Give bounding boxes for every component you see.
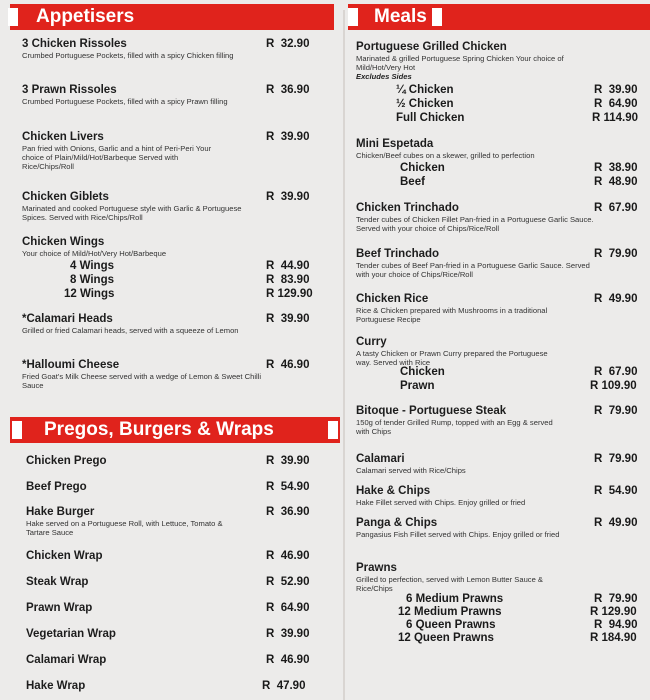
menu-item[interactable] bbox=[356, 517, 606, 539]
item-price: R 54.90 bbox=[266, 481, 310, 493]
wings-option[interactable]: 4 Wings bbox=[70, 260, 114, 272]
item-name: Panga & Chips bbox=[356, 517, 438, 529]
item-name: Chicken Livers bbox=[22, 131, 104, 143]
menu-item[interactable] bbox=[22, 313, 272, 335]
item-price: R 64.90 bbox=[266, 602, 310, 614]
menu-item[interactable] bbox=[356, 202, 606, 233]
espetada-option-price: R 48.90 bbox=[594, 176, 638, 188]
curry-option[interactable]: Prawn bbox=[400, 380, 435, 392]
menu-item[interactable] bbox=[22, 236, 262, 258]
menu-item[interactable] bbox=[26, 576, 88, 589]
item-desc: A tasty Chicken or Prawn Curry prepared the Portuguese way. Served with Rice bbox=[356, 349, 548, 367]
right-column bbox=[348, 0, 650, 700]
menu-item[interactable] bbox=[356, 336, 606, 367]
menu-item[interactable] bbox=[26, 455, 107, 468]
item-price: R 54.90 bbox=[594, 485, 638, 497]
chicken-option-price: R 64.90 bbox=[594, 98, 638, 110]
prawn-option[interactable]: 6 Queen Prawns bbox=[406, 619, 496, 631]
meals-banner bbox=[348, 4, 650, 30]
espetada-option-price: R 38.90 bbox=[594, 162, 638, 174]
item-name: Hake Wrap bbox=[26, 680, 86, 692]
item-name: 3 Prawn Rissoles bbox=[22, 84, 117, 96]
item-name: Vegetarian Wrap bbox=[26, 628, 116, 640]
item-name: Beef Prego bbox=[26, 481, 87, 493]
item-desc: Hake Fillet served with Chips. Enjoy grilled or fried bbox=[356, 498, 526, 507]
item-desc: Grilled or fried Calamari heads, served with a squeeze of Lemon bbox=[22, 326, 239, 335]
item-name: Chicken Wrap bbox=[26, 550, 103, 562]
item-price: R 46.90 bbox=[266, 359, 310, 371]
item-price: R 79.90 bbox=[594, 405, 638, 417]
item-desc: Crumbed Portuguese Pockets, filled with a spicy Prawn filling bbox=[22, 97, 228, 106]
item-name: Hake Burger bbox=[26, 506, 95, 518]
menu-item[interactable] bbox=[22, 131, 262, 171]
banner-square-icon bbox=[348, 8, 358, 26]
item-name: Chicken Wings bbox=[22, 236, 105, 248]
item-price: R 39.90 bbox=[266, 313, 310, 325]
item-name: Prawns bbox=[356, 562, 397, 574]
banner-square-icon bbox=[12, 421, 22, 439]
wings-option[interactable]: 8 Wings bbox=[70, 274, 114, 286]
item-price: R 36.90 bbox=[266, 506, 310, 518]
prawn-option[interactable]: 6 Medium Prawns bbox=[406, 593, 504, 605]
item-price: R 67.90 bbox=[594, 202, 638, 214]
item-desc: Pangasius Fish Fillet served with Chips. Enjoy grilled or fried bbox=[356, 530, 560, 539]
item-price: R 46.90 bbox=[266, 550, 310, 562]
left-column bbox=[8, 0, 344, 700]
menu-item[interactable] bbox=[26, 680, 85, 693]
wings-option-price: R 44.90 bbox=[266, 260, 310, 272]
prawn-option[interactable]: 12 Medium Prawns bbox=[398, 606, 502, 618]
item-desc: Marinated and cooked Portuguese style with Garlic & Portuguese Spices. Served with Rice/Chips/Roll bbox=[22, 204, 242, 222]
item-desc: Calamari served with Rice/Chips bbox=[356, 466, 466, 475]
menu-item[interactable] bbox=[356, 41, 596, 81]
item-name: Beef Trinchado bbox=[356, 248, 440, 260]
item-price: R 52.90 bbox=[266, 576, 310, 588]
item-name: Chicken Prego bbox=[26, 455, 107, 467]
item-name: Chicken Rice bbox=[356, 293, 429, 305]
menu-item[interactable] bbox=[26, 628, 116, 641]
item-desc: Your choice of Mild/Hot/Very Hot/Barbeque bbox=[22, 249, 167, 258]
pregos-title: Pregos, Burgers & Wraps bbox=[44, 419, 274, 440]
item-name: Bitoque - Portuguese Steak bbox=[356, 405, 507, 417]
prawn-option-price: R 94.90 bbox=[594, 619, 638, 631]
item-desc: Hake served on a Portuguese Roll, with Lettuce, Tomato & Tartare Sauce bbox=[26, 519, 223, 537]
menu-item[interactable] bbox=[356, 293, 606, 324]
pregos-banner bbox=[10, 417, 340, 443]
item-price: R 79.90 bbox=[594, 453, 638, 465]
item-price: R 32.90 bbox=[266, 38, 310, 50]
item-price: R 49.90 bbox=[594, 293, 638, 305]
item-price: R 36.90 bbox=[266, 84, 310, 96]
item-name: Chicken Giblets bbox=[22, 191, 109, 203]
wings-option[interactable]: 12 Wings bbox=[64, 288, 115, 300]
item-name: Hake & Chips bbox=[356, 485, 431, 497]
item-name: Steak Wrap bbox=[26, 576, 89, 588]
chicken-option-price: R 39.90 bbox=[594, 84, 638, 96]
item-price: R 49.90 bbox=[594, 517, 638, 529]
menu-item[interactable] bbox=[356, 485, 606, 507]
menu-item[interactable] bbox=[356, 138, 596, 160]
menu-item[interactable] bbox=[26, 550, 102, 563]
item-name: Portuguese Grilled Chicken bbox=[356, 41, 507, 53]
item-price: R 47.90 bbox=[262, 680, 306, 692]
menu-item[interactable] bbox=[356, 405, 606, 436]
espetada-option[interactable]: Beef bbox=[400, 176, 425, 188]
menu-item[interactable] bbox=[26, 654, 106, 667]
item-desc: Tender cubes of Beef Pan-fried in a Portuguese Garlic Sauce. Served with your choice of Chips/Rice/Roll bbox=[356, 261, 590, 279]
item-price: R 79.90 bbox=[594, 248, 638, 260]
curry-option[interactable]: Chicken bbox=[400, 366, 445, 378]
menu-item[interactable] bbox=[26, 481, 87, 494]
item-desc: Marinated & grilled Portuguese Spring Chicken Your choice of Mild/Hot/Very Hot bbox=[356, 54, 564, 72]
prawn-option[interactable]: 12 Queen Prawns bbox=[398, 632, 494, 644]
menu-item[interactable] bbox=[356, 248, 606, 279]
menu-item[interactable] bbox=[356, 562, 606, 593]
curry-option-price: R 67.90 bbox=[594, 366, 638, 378]
item-name: Prawn Wrap bbox=[26, 602, 93, 614]
item-note: Excludes Sides bbox=[356, 72, 412, 81]
item-price: R 46.90 bbox=[266, 654, 310, 666]
item-desc: Pan fried with Onions, Garlic and a hint of Peri-Peri Your choice of Plain/Mild/Hot/Barbeque Served with Rice/Chips/Roll bbox=[22, 144, 212, 171]
banner-square-icon bbox=[328, 421, 338, 439]
item-name: Calamari Wrap bbox=[26, 654, 107, 666]
item-desc: Grilled to perfection, served with Lemon Butter Sauce & Rice/Chips bbox=[356, 575, 543, 593]
item-price: R 39.90 bbox=[266, 131, 310, 143]
curry-option-price: R 109.90 bbox=[590, 380, 637, 392]
prawn-option-price: R 79.90 bbox=[594, 593, 638, 605]
item-desc: Rice & Chicken prepared with Mushrooms in a traditional Portuguese Recipe bbox=[356, 306, 548, 324]
menu-item[interactable] bbox=[26, 506, 256, 537]
banner-square-icon bbox=[432, 8, 442, 26]
item-price: R 39.90 bbox=[266, 191, 310, 203]
chicken-option[interactable]: ¼ Chicken bbox=[396, 84, 454, 96]
appetisers-banner bbox=[10, 4, 334, 30]
item-name: *Halloumi Cheese bbox=[22, 359, 120, 371]
item-name: Mini Espetada bbox=[356, 138, 434, 150]
menu-item[interactable] bbox=[22, 191, 262, 222]
prawn-option-price: R 184.90 bbox=[590, 632, 637, 644]
wings-option-price: R 83.90 bbox=[266, 274, 310, 286]
chicken-option[interactable]: ½ Chicken bbox=[396, 98, 454, 110]
item-desc: Fried Goat's Milk Cheese served with a wedge of Lemon & Sweet Chilli Sauce bbox=[22, 372, 262, 390]
item-name: *Calamari Heads bbox=[22, 313, 113, 325]
menu-item[interactable] bbox=[26, 602, 92, 615]
item-price: R 39.90 bbox=[266, 628, 310, 640]
wings-option-price: R 129.90 bbox=[266, 288, 313, 300]
item-name: Calamari bbox=[356, 453, 405, 465]
chicken-option[interactable]: Full Chicken bbox=[396, 112, 465, 124]
item-price: R 39.90 bbox=[266, 455, 310, 467]
item-name: 3 Chicken Rissoles bbox=[22, 38, 127, 50]
item-desc: Crumbed Portuguese Pockets, filled with a spicy Chicken filling bbox=[22, 51, 234, 60]
menu-item[interactable] bbox=[22, 38, 252, 60]
chicken-option-price: R 114.90 bbox=[592, 112, 639, 124]
meals-title: Meals bbox=[374, 6, 427, 27]
item-desc: 150g of tender Grilled Rump, topped with an Egg & served with Chips bbox=[356, 418, 553, 436]
menu-item[interactable] bbox=[22, 359, 272, 390]
item-name: Chicken Trinchado bbox=[356, 202, 459, 214]
item-desc: Tender cubes of Chicken Fillet Pan-fried in a Portuguese Garlic Sauce. Served with your choice of Chips/Rice/Roll bbox=[356, 215, 594, 233]
menu-item[interactable] bbox=[22, 84, 252, 106]
menu-item[interactable] bbox=[356, 453, 606, 475]
item-name: Curry bbox=[356, 336, 387, 348]
banner-square-icon bbox=[8, 8, 18, 26]
item-desc: Chicken/Beef cubes on a skewer, grilled to perfection bbox=[356, 151, 535, 160]
espetada-option[interactable]: Chicken bbox=[400, 162, 445, 174]
appetisers-title: Appetisers bbox=[36, 6, 135, 27]
prawn-option-price: R 129.90 bbox=[590, 606, 637, 618]
